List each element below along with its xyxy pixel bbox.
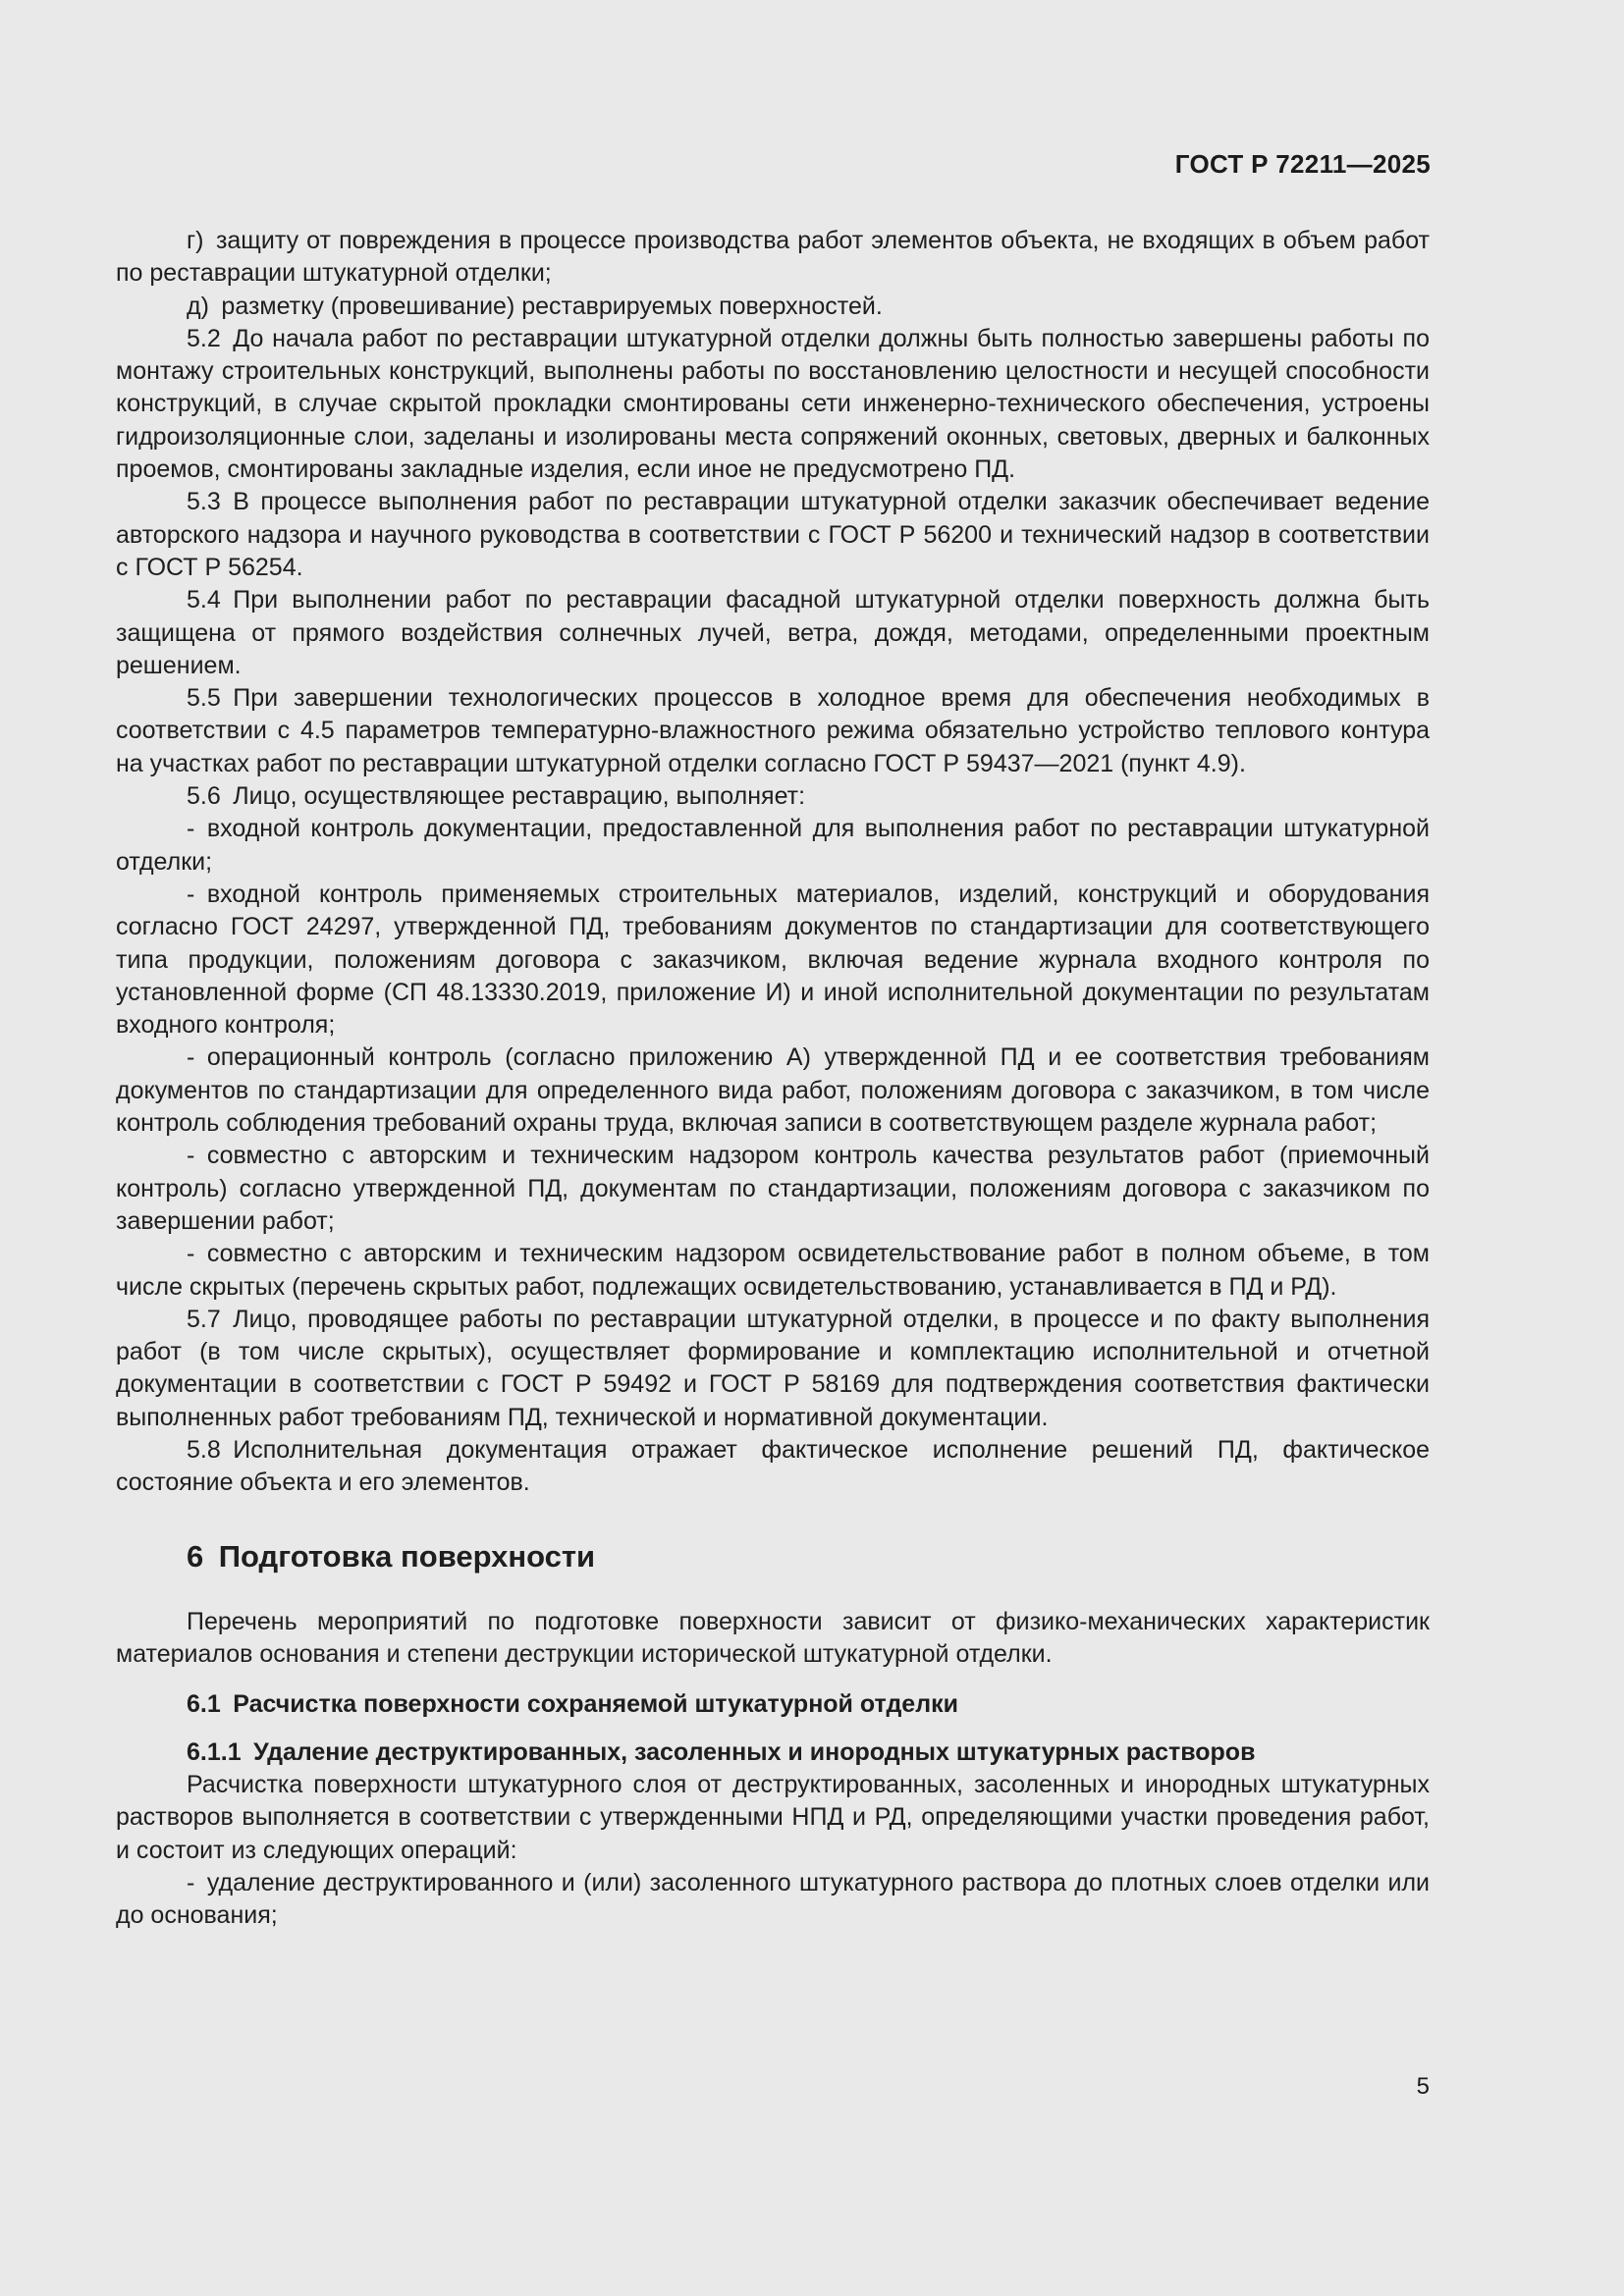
paragraph-5-3: 5.3 В процессе выполнения работ по реставрации штукатурной отделки заказчик обеспечивает ведение авторского надзора и научного руководства в соответствии с ГОСТ Р 56200 и технический надзор в соответствии с ГОСТ Р 56254. (116, 488, 1430, 581)
list-item-operational-control: - операционный контроль (согласно приложению А) утвержденной ПД и ее соответствия требованиям документов по стандартизации для определенного вида работ, положениям договора с заказчиком, в том числе контроль соблюдения требований охраны труда, включая записи в соответствующем разделе журнала работ; (116, 1043, 1430, 1138)
document-code-header: ГОСТ Р 72211—2025 (1174, 149, 1431, 179)
page-number: 5 (1416, 2073, 1430, 2100)
paragraph-5-8: 5.8 Исполнительная документация отражает фактическое исполнение решений ПД, фактическое состояние объекта и его элементов. (116, 1435, 1430, 1497)
list-item-input-material-control: - входной контроль применяемых строительных материалов, изделий, конструкций и оборудования согласно ГОСТ 24297, утвержденной ПД, требованиям документов по стандартизации для соответствующего типа продукции, положениям договора с заказчиком, включая ведение журнала входного контроля по установленной форме (СП 48.13330.2019, приложение И) и иной исполнительной документации по результатам входного контроля; (116, 880, 1430, 1040)
list-item-remove-mortar: - удаление деструктированного и (или) засоленного штукатурного раствора до плотных слоев отделки или до основания; (116, 1869, 1430, 1930)
list-item-acceptance-control: - совместно с авторским и техническим надзором контроль качества результатов работ (приемочный контроль) согласно утвержденной ПД, документам по стандартизации, положениям договора с заказчиком по завершении работ; (116, 1142, 1430, 1235)
paragraph-5-7: 5.7 Лицо, проводящее работы по реставрации штукатурной отделки, в процессе и по факту выполнения работ (в том числе скрытых), осуществляет формирование и комплектацию исполнительной и отчетной документации в соответствии с ГОСТ Р 59492 и ГОСТ Р 58169 для подтверждения соответствия фактически выполненных работ требованиям ПД, технической и нормативной документации. (116, 1305, 1430, 1431)
paragraph-5-6: 5.6 Лицо, осуществляющее реставрацию, выполняет: (187, 782, 806, 811)
subsection-6-1-1-paragraph: Расчистка поверхности штукатурного слоя от деструктированных, засоленных и инородных штукатурных растворов выполняется в соответствии с утвержденными НПД и РД, определяющими участки проведения работ, и состоит из следующих операций: (116, 1771, 1430, 1864)
subsection-6-1-heading: 6.1 Расчистка поверхности сохраняемой штукатурной отделки (187, 1690, 958, 1719)
paragraph-5-2: 5.2 До начала работ по реставрации штукатурной отделки должны быть полностью завершены работы по монтажу строительных конструкций, выполнены работы по восстановлению целостности и несущей способности конструкций, в случае скрытой прокладки смонтированы сети инженерно-технического обеспечения, устроены гидроизоляционные слои, заделаны и изолированы места сопряжений оконных, световых, дверных и балконных проемов, смонтированы закладные изделия, если иное не предусмотрено ПД. (116, 324, 1430, 484)
paragraph-item-g: г) защиту от повреждения в процессе производства работ элементов объекта, не входящих в объем работ по реставрации штукатурной отделки; (116, 227, 1430, 288)
paragraph-item-d: д) разметку (провешивание) реставрируемых поверхностей. (187, 292, 883, 320)
subsection-6-1-1-heading: 6.1.1 Удаление деструктированных, засоленных и инородных штукатурных растворов (187, 1738, 1256, 1767)
section-6-heading: 6 Подготовка поверхности (187, 1538, 596, 1574)
section-6-intro: Перечень мероприятий по подготовке поверхности зависит от физико-механических характеристик материалов основания и степени деструкции исторической штукатурной отделки. (116, 1607, 1430, 1668)
list-item-input-doc-control: - входной контроль документации, предоставленной для выполнения работ по реставрации штукатурной отделки; (116, 815, 1430, 876)
paragraph-5-5: 5.5 При завершении технологических процессов в холодное время для обеспечения необходимых в соответствии с 4.5 параметров температурно-влажностного режима обязательно устройство теплового контура на участках работ по реставрации штукатурной отделки согласно ГОСТ Р 59437—2021 (пункт 4.9). (116, 684, 1430, 777)
document-body (116, 225, 1430, 1933)
paragraph-5-4: 5.4 При выполнении работ по реставрации фасадной штукатурной отделки поверхность должна быть защищена от прямого воздействия солнечных лучей, ветра, дождя, методами, определенными проектным решением. (116, 586, 1430, 679)
list-item-hidden-works-inspection: - совместно с авторским и техническим надзором освидетельствование работ в полном объеме, в том числе скрытых (перечень скрытых работ, подлежащих освидетельствованию, устанавливается в ПД и РД). (116, 1240, 1430, 1301)
